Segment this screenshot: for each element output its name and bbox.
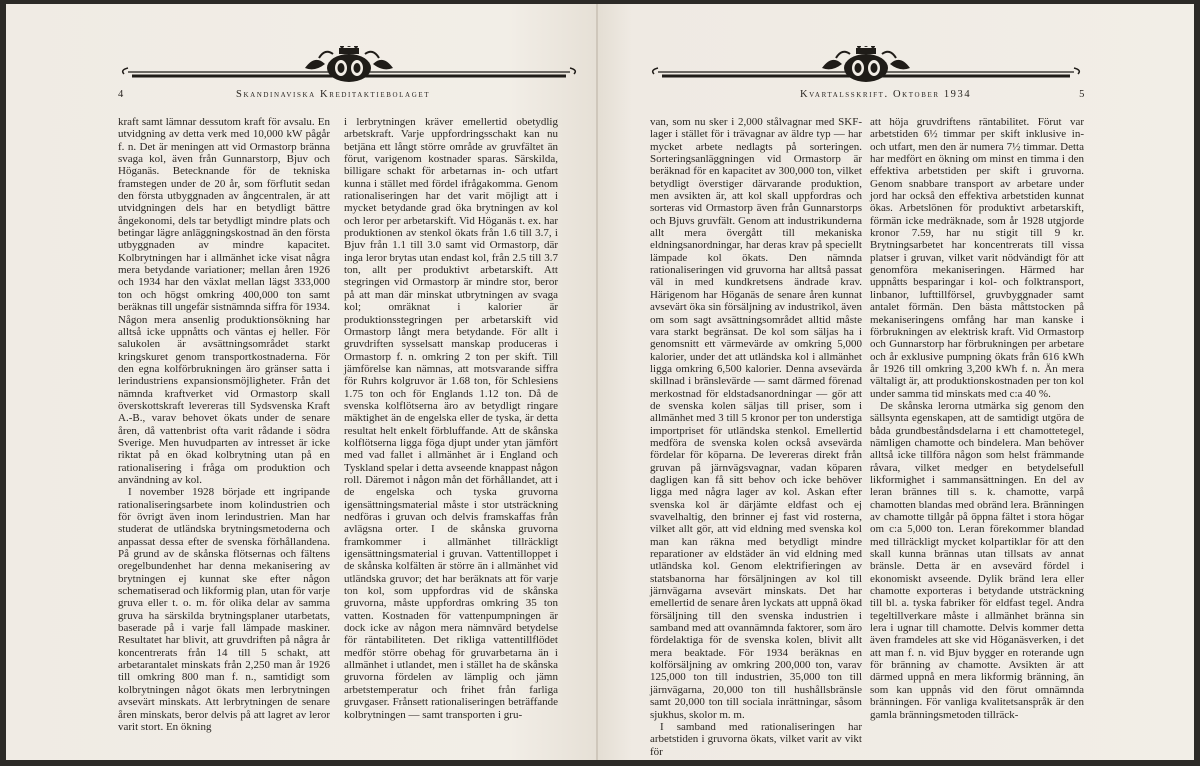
right-page <box>596 4 1194 760</box>
paragraph: i lerbrytningen kräver emellertid obetydlig arbetskraft. Varje uppfordringsschakt kan nu betjäna ett långt större område av gruvfältet än förut, varigenom kostnader sparas. Särskilda, billigare schakt för arbetarnas in- och utfart kunna i stället med fördel ifrågakomma. Genom rationaliseringen har det varit möjligt att i mycket betydande grad öka brytningen av kol och leror per arbetarskift. Vid Höganäs t. ex. har produktionen av stenkol ökats från 1.6 till 3.7, i Bjuv från 1.1 till 3.0 samt vid Ormastorp, där inga leror brytas utan endast kol, från 2.5 till 3.7 ton, allt per produktivt arbetarskift. Att stegringen vid Ormastorp är mindre stor, beror på att man där minskat utbrytningen av svaga kol; omräknat i kalorier är produktionsstegringen per arbetarskift vid Ormastorp långt mera betydande. För allt i gruvdriften sysselsatt manskap produceras i Ormastorp f. n. omkring 2 ton per skift. Till jämförelse kan nämnas, att motsvarande siffra för Ruhrs kolgruvor är 1.68 ton, för Schlesiens 1.75 ton och för Englands 1.12 ton. Då de svenska kolflötserna äro av betydligt ringare mäktighet än de engelska eller de tyska, är detta resultat helt enkelt förbluffande. Att de skånska kolflötserna ligga föga djupt under ytan jämfört med vad fallet i allmänhet är i England och Tyskland spelar i detta avseende knappast någon roll. Däremot i någon mån det förhållandet, att i de engelska och tyska gruvorna igensättningsmaterial måste i stor utsträckning nedföras i gruvan och delvis framskaffas från avlägsna orter. I de skånska gruvorna framkommer i allmänhet tillräckligt igensättningsmaterial i gruvan. Vattentilloppet i de skånska kolfälten är större än i allmänhet vid utländska gruvor; det har beräknats att för varje ton kol, som uppfordras vid de skånska gruvorna, måste uppfordras omkring 35 ton vatten. Kostnaden för vattenpumpningen är dock icke av någon mera nämnvärd betydelse för räntabiliteten. Det rikliga vattentillflödet medför större obehag för gruvarbetarna än i allmänhet i utlandet, men i stället ha de skånska gruvorna fördelen av lämplig och jämn arbetstemperatur och frihet från farliga gruvgaser. Frånsett rationaliseringen beträffande kolbrytningen — samt transporten i gru- <box>344 116 558 721</box>
text-column-2 <box>870 116 1084 721</box>
page-number: 4 <box>118 89 125 100</box>
left-page <box>6 4 596 760</box>
paragraph: I samband med rationaliseringen har arbetstiden i gruvorna ökats, vilket varit av vikt för <box>650 720 862 758</box>
text-column-2 <box>344 116 558 721</box>
text-column-1 <box>650 116 862 758</box>
paragraph: kraft samt lämnar dessutom kraft för avsalu. En utvidgning av detta verk med 10,000 kW pågår f. n. Det är meningen att vid Ormastorp bränna svaga kol, även från Gunnarstorp, Bjuv och Höganäs. Betecknande för de tekniska framstegen under de 20 år, som förflutit sedan den första utbyggnaden av ångcentralen, är att utvidgningen dels har en betydligt bättre ångekonomi, dels tar betydligt mindre plats och betingar lägre anläggningskostnad än den första utbyggnaden av mindre kapacitet. Kolbrytningen har i allmänhet icke visat några mera betydande variationer; mellan åren 1926 och 1934 har den växlat mellan lägst 333,000 ton och högst omkring 400,000 ton samt beräknas till ungefär sistnämnda siffra för 1934. Någon mera ansenlig produktionsökning har alltså icke uppnåtts och väntas ej heller. För salukolen är avsättningsområdet starkt kringskuret genom transportkostnaderna. För den egna kolförbrukningen äro gränser satta i lerindustriens expansionsmöjligheter. Från det nämnda kraftverket vid Ormastorp skall överskottskraft levereras till Sydsvenska Kraft A.-B., varav behovet ökats under de senare åren, då vattenbrist ofta varit rådande i södra Sverige. Men huvudparten av intresset är icke riktat på en ökad kolbrytning utan på en rationalisering i fråga om produktion och användning av kol. <box>118 116 330 486</box>
crowned-shields-ornament-icon <box>118 46 580 86</box>
text-column-1 <box>118 116 330 733</box>
paragraph: De skånska lerorna utmärka sig genom den sällsynta egenskapen, att de samtidigt utgöra de båda grundbeståndsdelarna i ett chamottetegel, nämligen chamotte och bindelera. Man behöver alltså icke tillföra någon som helst främmande råvara, vilket medger en betydelsefull likformighet i sammansättningen. En del av leran brännes till s. k. chamotte, varpå chamotten blandas med obränd lera. Bränningen av chamotte tillgår på öppna fältet i stora högar om c:a 5,000 ton. Leran förekommer blandad med tillräckligt mycket kolpartiklar för att den skall kunna brännas utan tillsats av annat bränsle. Detta är en avsevärd fördel i ekonomiskt avseende. Dylik bränd lera eller chamotte exporteras i betydande utsträckning till bl. a. tyska fabriker för eldfast tegel. Andra tegeltillverkare måste i allmänhet bränna sin lera i ugnar till chamotte. Delvis kommer detta även framdeles att ske vid Höganäsverken, i det att man f. n. vid Bjuv bygger en roterande ugn för bränning av chamotte. Avsikten är att därmed uppnå en mera likformig bränning, än som kan uppnås vid den förut omnämnda bränningen. För vanliga kvalitetsanspråk är den gamla bränningsmetoden tillräck- <box>870 399 1084 721</box>
paragraph: att höja gruvdriftens räntabilitet. Förut var arbetstiden 6½ timmar per skift inklusive in- och utfart, men den är numera 7½ timmar. Detta har medfört en ökning om minst en timma i den effektiva arbetstiden per skift i gruvorna. Genom snabbare transport av arbetare under jord har också den effektiva arbetstiden kunnat ökas. Arbetslönen för produktivt arbetarskift, förmän icke medräknade, som år 1928 utgjorde kronor 7.59, har nu stigit till 9 kr. Brytningsarbetet har koncentrerats till vissa platser i gruvan, vilket varit nödvändigt för att genomföra mekaniseringen. Härmed har uppnåtts besparingar i kol- och folktransport, linbanor, lufttillförsel, gruvbyggnader samt antalet förmän. Den bästa måttstocken på mekaniseringens omfång har man kanske i förbrukningen av elektrisk kraft. Vid Ormastorp och Gunnarstorp har förbrukningen per arbetare och år exklusive pumpning ökats från 616 kWh år 1926 till omkring 3,200 kWh f. n. Än mera vältaligt är, att produktionskostnaden per ton kol under samma tid minskats med c:a 40 %. <box>870 116 1084 400</box>
spine-gutter <box>596 4 598 760</box>
paragraph: van, som nu sker i 2,000 stålvagnar med SKF-lager i stället för i trävagnar av äldre typ — har mycket arbete nedlagts på sorteringen. Sorteringsanläggningen vid Ormastorp är beräknad för en kapacitet av 300,000 ton, vilket betydligt överstiger därvarande produktion, men avsikten är, att kol skall uppfordras och sorteras vid Ormastorp även från Gunnarstorps och Bjuvs gruvfält. Genom att industrikunderna allt mera övergått till mekaniska eldningsanordningar, har deras krav på speciellt lämpade kol ökats. Den nämnda rationaliseringen vid gruvorna har alltså passat väl in med kundkretsens ändrade krav. Härigenom har Höganäs de senare åren kunnat avsevärt öka sin försäljning av industrikol, även om som sagt avsättningsområdet alltid måste vara starkt begränsat. De kol som säljas ha i genomsnitt ett värmevärde av omkring 5,000 kalorier, under det att utländska kol i allmänhet ligga omkring 6,500 kalorier. Denna avsevärda skillnad i bränslevärde — samt därmed förenad merkostnad för eldstadsanordningar — gör att de svenska kolen säljas till priser, som i allmänhet med 3 till 5 kronor per ton understiga importpriset för utländska stenkol. Emellertid medföra de svenska kolen också avsevärda fördelar för köparna. De levereras direkt från gruvan på järnvägsvagnar, vadan köparen dagligen kan få sitt behov och icke behöver ligga med några lager av kol. Askan efter svenska kol är därjämte eldfast och ej svavelhaltig, den brinner ej fast vid rosterna, vilket allt gör, att vid eldning med svenska kol man kan räkna med betydligt mindre reparationer av eldstäder än vid eldning med utländska kol. Genom elektrifieringen av statsbanorna har försäljningen av kol till järnvägarna avsevärt minskats. Det har emellertid de senare åren lyckats att uppnå ökad försäljning till den svenska industrien i samband med att ovannämnda faktorer, som äro fördelaktiga för de svenska kolen, blivit allt mera beaktade. För 1934 beräknas en kolförsäljning av omkring 200,000 ton, varav 125,000 ton till industrien, 35,000 ton till järnvägarna, 20,000 ton till hushållsbränsle samt 20,000 ton till sociala inrättningar, såsom sjukhus, skolor m. m. <box>650 116 862 721</box>
crowned-shields-ornament-icon <box>648 46 1084 86</box>
document-spread <box>6 4 1194 760</box>
running-head-title: Kvartalsskrift. Oktober 1934 <box>800 89 972 100</box>
running-head-title: Skandinaviska Kreditaktiebolaget <box>236 89 431 100</box>
page-number: 5 <box>1079 89 1086 100</box>
paragraph: I november 1928 började ett ingripande rationaliseringsarbete inom kolindustrien och för övrigt även inom lerindustrien. Man har studerat de utländska brytningsmetoderna och anpassat dessa efter de svenska förhållandena. På grund av de skånska flötsernas och fältens oregelbundenhet har denna mekanisering av brytningen ej kunnat ske efter någon schematiserad och likformig plan, utan för varje gruva eller t. o. m. för olika delar av samma gruva ha särskilda brytningsplaner utarbetats, baserade på i varje fall lämpade maskiner. Resultatet har blivit, att gruvdriften på några år koncentrerats från 14 till 5 schakt, att arbetarantalet minskats från 2,250 man år 1926 till omkring 800 man f. n., samtidigt som kolbrytningen något ökats men lerbrytningen avsevärt minskats. Att lerbrytningen de senare åren minskats, beror delvis på att lagret av leror varit stort. En ökning <box>118 486 330 733</box>
